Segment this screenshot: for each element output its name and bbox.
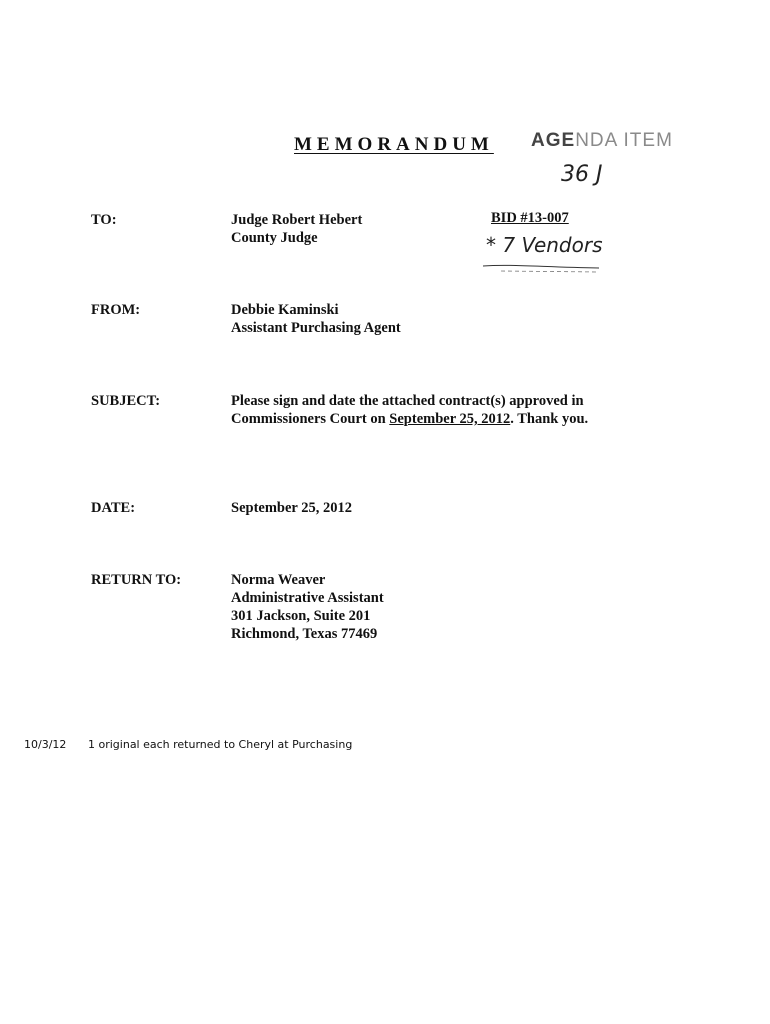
from-line-name: Debbie Kaminski	[231, 302, 339, 318]
date-label: DATE:	[91, 500, 136, 516]
bid-number: BID #13-007	[491, 210, 569, 226]
subject-line-1: Please sign and date the attached contract(s) approved in	[231, 393, 584, 409]
footnote-text: 1 original each returned to Cheryl at Purchasing	[88, 738, 353, 751]
from-label: FROM:	[91, 302, 141, 318]
date-value: September 25, 2012	[231, 500, 352, 516]
from-value	[231, 301, 401, 337]
agenda-item-stamp	[531, 130, 673, 152]
return-to-line-address: 301 Jackson, Suite 201	[231, 608, 371, 624]
return-to-line-city: Richmond, Texas 77469	[231, 626, 378, 642]
memo-title: MEMORANDUM	[294, 134, 494, 155]
subject-date: September 25, 2012	[389, 411, 511, 427]
subject-line-2-suffix: . Thank you.	[510, 411, 589, 427]
footnote-date: 10/3/12	[24, 738, 67, 751]
return-to-value	[231, 571, 384, 643]
from-line-title: Assistant Purchasing Agent	[231, 320, 401, 336]
stamp-text-a: AGE	[531, 130, 576, 151]
to-label: TO:	[91, 212, 117, 228]
subject-line-2	[231, 410, 588, 428]
agenda-number-handwritten: 36 J	[561, 162, 603, 187]
to-line-title: County Judge	[231, 230, 318, 246]
return-to-line-name: Norma Weaver	[231, 572, 326, 588]
return-to-line-title: Administrative Assistant	[231, 590, 384, 606]
handwritten-underline	[481, 262, 601, 274]
stamp-text-b: NDA ITEM	[575, 130, 673, 151]
return-to-label: RETURN TO:	[91, 572, 182, 588]
subject-label: SUBJECT:	[91, 393, 161, 409]
to-line-name: Judge Robert Hebert	[231, 212, 363, 228]
subject-line-2-prefix: Commissioners Court on	[231, 411, 390, 427]
to-value	[231, 211, 362, 247]
vendors-note-handwritten: * 7 Vendors	[486, 233, 603, 257]
subject-value	[231, 392, 588, 428]
